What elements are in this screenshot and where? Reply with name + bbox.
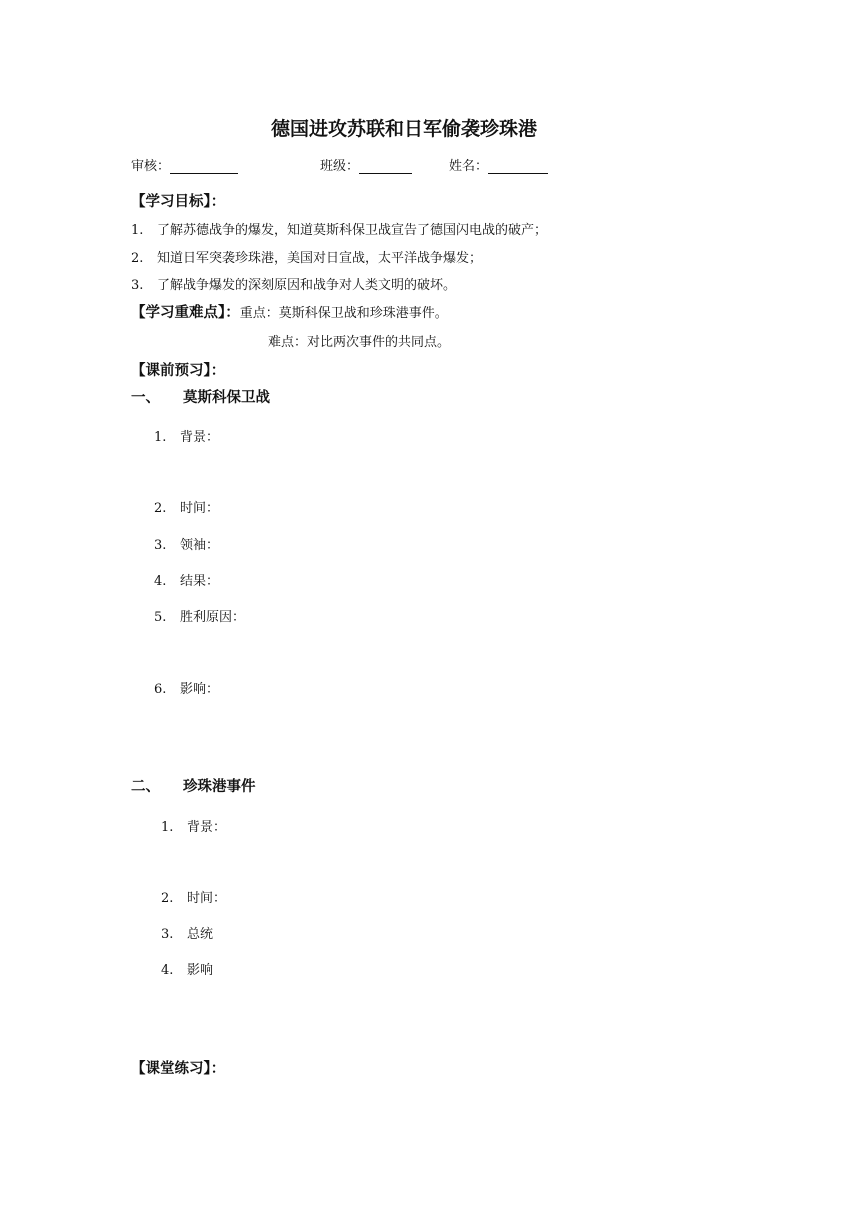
goal-num: 2. <box>131 251 144 266</box>
class-label: 班级： <box>320 159 360 174</box>
section1-title: 莫斯科保卫战 <box>183 390 270 406</box>
review-label: 审核： <box>131 159 171 174</box>
key-points-heading: 【学习重难点】： <box>131 305 240 321</box>
key-points-difficulty: 难点：对比两次事件的共同点。 <box>268 335 451 350</box>
item-num: 2. <box>154 501 167 516</box>
item-text: 领袖： <box>180 538 220 553</box>
list-item <box>161 923 213 942</box>
goal-num: 3. <box>131 278 144 293</box>
item-text: 背景： <box>180 430 220 445</box>
class-blank[interactable] <box>359 159 412 174</box>
item-text: 总统 <box>187 927 214 942</box>
review-blank[interactable] <box>170 159 238 174</box>
list-item <box>154 570 219 589</box>
practice-heading: 【课堂练习】： <box>131 1061 226 1077</box>
list-item <box>154 534 219 553</box>
item-text: 时间： <box>187 891 227 906</box>
list-item <box>154 426 219 445</box>
list-item <box>161 887 226 906</box>
name-label: 姓名： <box>449 159 489 174</box>
name-blank[interactable] <box>488 159 548 174</box>
list-item <box>154 678 219 697</box>
item-num: 5. <box>154 610 167 625</box>
item-num: 6. <box>154 682 167 697</box>
preview-heading: 【课前预习】： <box>131 363 226 379</box>
goal-item <box>131 247 482 266</box>
item-text: 背景： <box>187 820 227 835</box>
key-points-focus: 重点：莫斯科保卫战和珍珠港事件。 <box>239 306 448 321</box>
item-num: 4. <box>154 574 167 589</box>
goal-text: 了解战争爆发的深刻原因和战争对人类文明的破坏。 <box>157 278 457 293</box>
item-text: 影响 <box>187 963 214 978</box>
item-num: 1. <box>161 820 174 835</box>
key-points-row <box>131 301 448 322</box>
section2-heading <box>131 775 256 796</box>
item-num: 1. <box>154 430 167 445</box>
goal-text: 知道日军突袭珍珠港，美国对日宣战，太平洋战争爆发； <box>157 251 483 266</box>
item-num: 3. <box>161 927 174 942</box>
section2-num: 二、 <box>131 779 160 795</box>
page-title: 德国进攻苏联和日军偷袭珍珠港 <box>270 118 537 140</box>
list-item <box>161 816 226 835</box>
list-item <box>161 959 213 978</box>
review-field <box>131 155 238 174</box>
section2-title: 珍珠港事件 <box>183 779 256 795</box>
item-text: 影响： <box>180 682 220 697</box>
item-text: 结果： <box>180 574 220 589</box>
list-item <box>154 606 245 625</box>
goal-item <box>131 219 547 238</box>
section1-heading <box>131 386 270 407</box>
goal-text: 了解苏德战争的爆发，知道莫斯科保卫战宣告了德国闪电战的破产； <box>157 223 548 238</box>
item-text: 时间： <box>180 501 220 516</box>
item-num: 4. <box>161 963 174 978</box>
name-field <box>449 155 548 174</box>
goals-heading: 【学习目标】： <box>131 194 226 210</box>
item-text: 胜利原因： <box>180 610 246 625</box>
list-item <box>154 497 219 516</box>
section1-num: 一、 <box>131 390 160 406</box>
goal-item <box>131 274 456 293</box>
class-field <box>320 155 412 174</box>
goal-num: 1. <box>131 223 144 238</box>
item-num: 3. <box>154 538 167 553</box>
item-num: 2. <box>161 891 174 906</box>
